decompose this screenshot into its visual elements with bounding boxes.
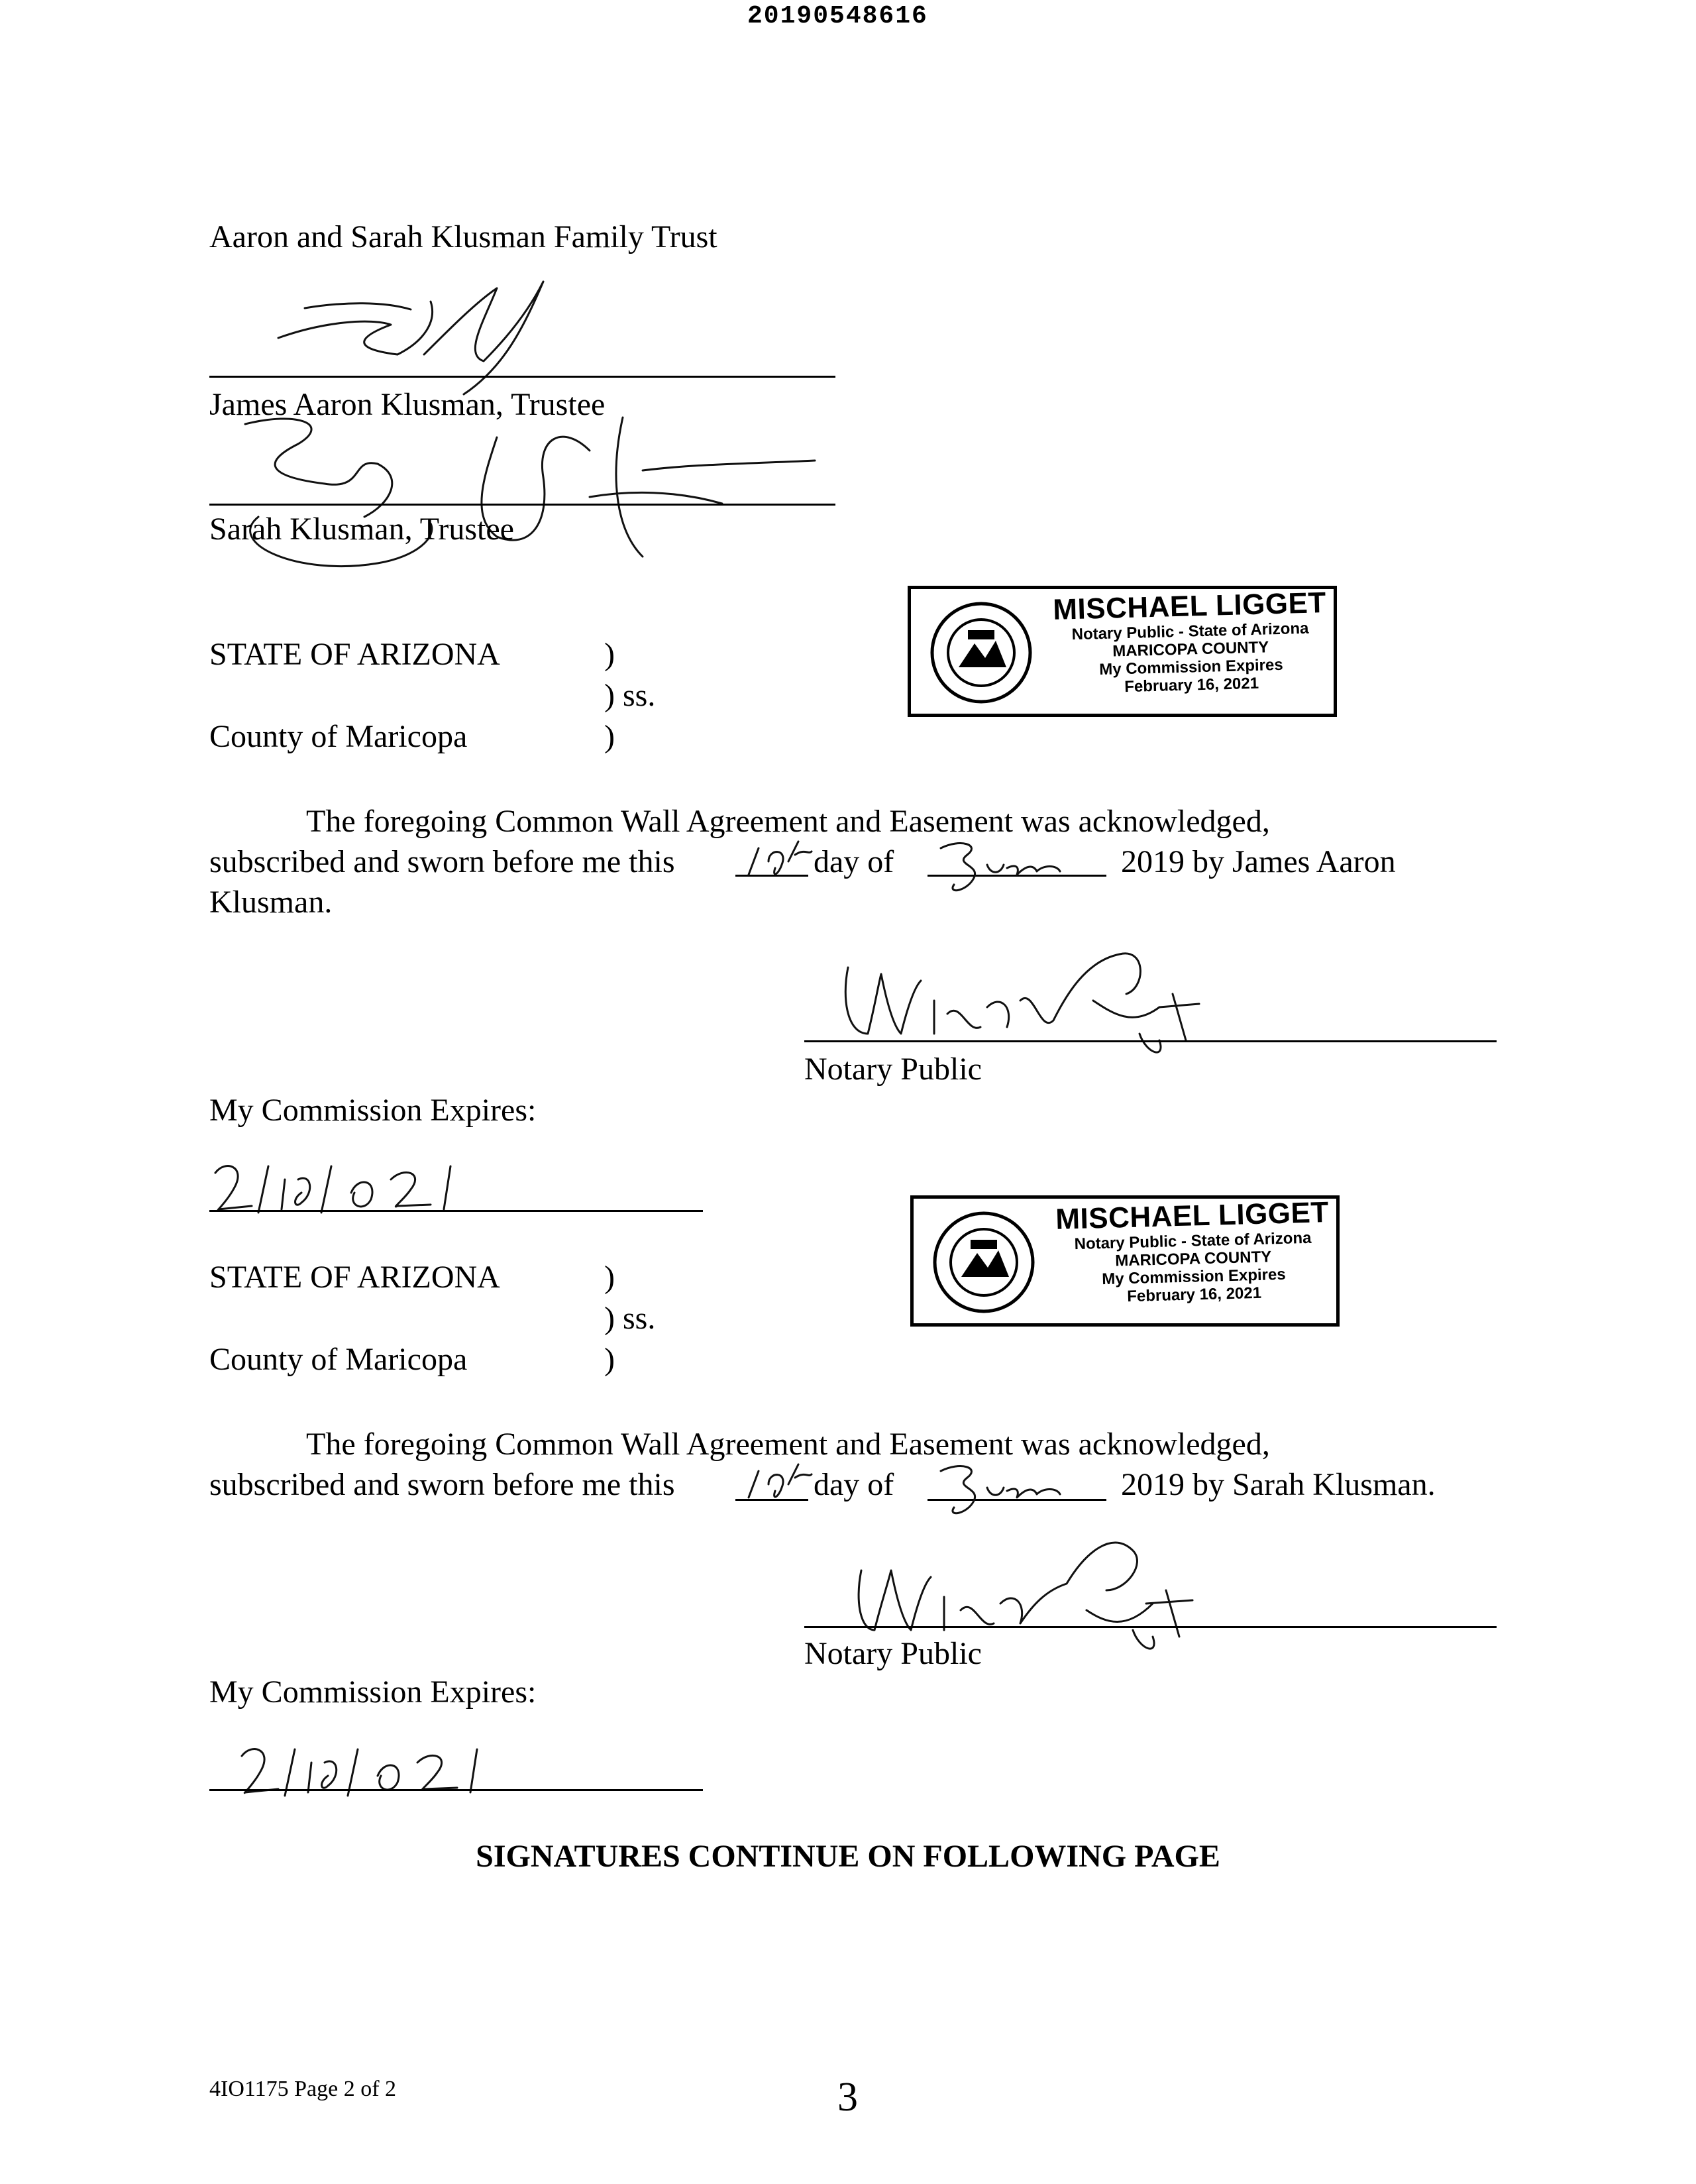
- notary-public-label: Notary Public: [804, 1052, 982, 1087]
- trustee-1-label: James Aaron Klusman, Trustee: [209, 387, 606, 422]
- venue-paren: ): [604, 637, 615, 672]
- handwritten-commission-date: [232, 1736, 497, 1802]
- stamp-line: Notary Public - State of Arizona: [1074, 1228, 1312, 1254]
- acknowledgment-text: The foregoing Common Wall Agreement and Easement was acknowledged,: [306, 1427, 1270, 1462]
- stamp-notary-name: MISCHAEL LIGGET: [1052, 586, 1327, 626]
- acknowledgment-text: subscribed and sworn before me this: [209, 844, 675, 879]
- state-seal-icon: [932, 1211, 1035, 1314]
- venue-ss: ) ss.: [604, 678, 656, 713]
- stamp-line: My Commission Expires: [1098, 655, 1283, 679]
- state-seal-icon: [929, 601, 1033, 704]
- venue-paren: ): [604, 719, 615, 754]
- page-number: 3: [837, 2075, 858, 2120]
- signature-line-trustee-1: [209, 376, 835, 378]
- venue-paren: ): [604, 1342, 615, 1377]
- venue-state: STATE OF ARIZONA: [209, 637, 500, 672]
- commission-expires-label: My Commission Expires:: [209, 1674, 537, 1710]
- stamp-line: Notary Public - State of Arizona: [1071, 619, 1309, 644]
- venue-ss: ) ss.: [604, 1301, 656, 1336]
- signatures-continue-note: SIGNATURES CONTINUE ON FOLLOWING PAGE: [476, 1839, 1220, 1874]
- trustee-2-label: Sarah Klusman, Trustee: [209, 512, 514, 547]
- handwritten-day: [742, 1464, 815, 1504]
- signature-line-notary: [804, 1626, 1497, 1628]
- signature-sarah-klusman: [219, 398, 881, 583]
- acknowledgment-text: The foregoing Common Wall Agreement and Easement was acknowledged,: [306, 804, 1270, 839]
- notary-stamp: [908, 586, 1337, 717]
- acknowledgment-text: 2019 by James Aaron: [1121, 844, 1396, 879]
- handwritten-day: [742, 842, 815, 881]
- recording-number: 20190548616: [747, 2, 928, 30]
- venue-paren: ): [604, 1260, 615, 1295]
- document-reference: 4IO1175 Page 2 of 2: [209, 2077, 397, 2101]
- acknowledgment-text: Klusman.: [209, 885, 333, 920]
- signature-line-notary: [804, 1040, 1497, 1042]
- venue-county: County of Maricopa: [209, 1342, 468, 1377]
- stamp-line: MARICOPA COUNTY: [1112, 638, 1269, 661]
- stamp-line: My Commission Expires: [1101, 1265, 1286, 1289]
- notary-public-label: Notary Public: [804, 1636, 982, 1671]
- acknowledgment-text: subscribed and sworn before me this: [209, 1467, 675, 1502]
- acknowledgment-text: 2019 by Sarah Klusman.: [1121, 1467, 1436, 1502]
- trust-name: Aaron and Sarah Klusman Family Trust: [209, 219, 717, 254]
- signature-james-aaron-klusman: [265, 262, 636, 401]
- commission-date-line: [209, 1210, 703, 1212]
- stamp-line: February 16, 2021: [1126, 1283, 1262, 1306]
- handwritten-month: [928, 838, 1086, 898]
- venue-state: STATE OF ARIZONA: [209, 1260, 500, 1295]
- notary-stamp: [910, 1195, 1340, 1327]
- stamp-line: MARICOPA COUNTY: [1114, 1248, 1272, 1270]
- handwritten-commission-date: [205, 1153, 484, 1219]
- acknowledgment-text: day of: [814, 1467, 894, 1502]
- signature-line-trustee-2: [209, 504, 835, 506]
- venue-county: County of Maricopa: [209, 719, 468, 754]
- commission-date-line: [209, 1789, 703, 1791]
- commission-expires-label: My Commission Expires:: [209, 1093, 537, 1128]
- acknowledgment-text: day of: [814, 844, 894, 879]
- stamp-notary-name: MISCHAEL LIGGET: [1055, 1196, 1330, 1236]
- stamp-line: February 16, 2021: [1124, 674, 1259, 696]
